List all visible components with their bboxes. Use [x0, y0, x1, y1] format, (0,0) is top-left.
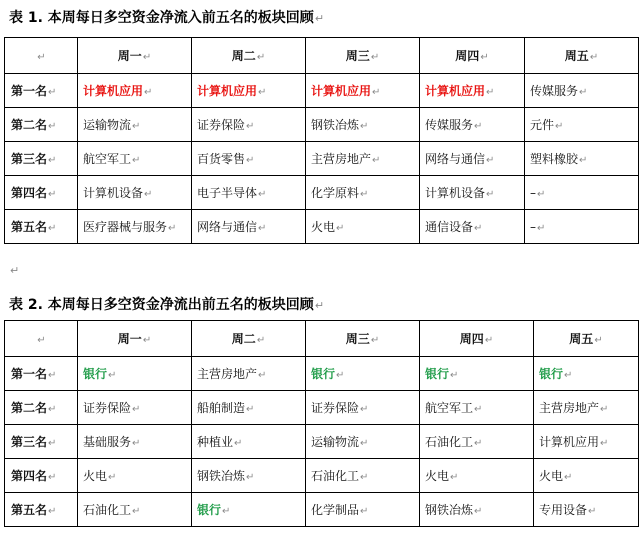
sector-cell: 塑料橡胶↵	[525, 142, 639, 176]
table2-outflow	[4, 320, 639, 527]
rank-label: 第五名↵	[5, 493, 78, 527]
sector-cell: 化学制品↵	[306, 493, 420, 527]
table1-corner-cell: ↵	[5, 38, 78, 74]
rank-label: 第三名↵	[5, 425, 78, 459]
sector-cell: 主营房地产↵	[192, 357, 306, 391]
table2-caption: 表 2. 本周每日多空资金净流出前五名的板块回顾↵	[9, 297, 325, 313]
table1-day-header: 周三↵	[306, 38, 420, 74]
sector-cell: 网络与通信↵	[192, 210, 306, 244]
table-row	[5, 108, 639, 142]
table1-inflow	[4, 37, 639, 244]
table2-day-header: 周二↵	[192, 321, 306, 357]
paragraph-mark: ↵	[314, 299, 325, 312]
table2-corner-cell: ↵	[5, 321, 78, 357]
sector-cell: 运输物流↵	[78, 108, 192, 142]
paragraph-mark: ↵	[10, 264, 20, 277]
sector-cell: 银行↵	[534, 357, 639, 391]
sector-cell: 基础服务↵	[78, 425, 192, 459]
sector-cell: 通信设备↵	[420, 210, 525, 244]
sector-cell: 钢铁冶炼↵	[192, 459, 306, 493]
sector-cell: 种植业↵	[192, 425, 306, 459]
rank-label: 第四名↵	[5, 176, 78, 210]
sector-cell: 证券保险↵	[192, 108, 306, 142]
table-row	[5, 391, 639, 425]
sector-cell: 船舶制造↵	[192, 391, 306, 425]
table-row	[5, 493, 639, 527]
table1-day-header: 周一↵	[78, 38, 192, 74]
rank-label: 第四名↵	[5, 459, 78, 493]
sector-cell: 火电↵	[534, 459, 639, 493]
sector-cell: 计算机应用↵	[306, 74, 420, 108]
sector-cell: –↵	[525, 210, 639, 244]
table1-day-header: 周二↵	[192, 38, 306, 74]
sector-cell: 传媒服务↵	[420, 108, 525, 142]
table-row	[5, 142, 639, 176]
sector-cell: 火电↵	[306, 210, 420, 244]
table-row	[5, 74, 639, 108]
rank-label: 第二名↵	[5, 391, 78, 425]
sector-cell: 钢铁冶炼↵	[306, 108, 420, 142]
table-row	[5, 357, 639, 391]
sector-cell: 航空军工↵	[78, 142, 192, 176]
sector-cell: 石油化工↵	[420, 425, 534, 459]
sector-cell: 主营房地产↵	[306, 142, 420, 176]
rank-label: 第一名↵	[5, 357, 78, 391]
sector-cell: 主营房地产↵	[534, 391, 639, 425]
table1-day-header: 周五↵	[525, 38, 639, 74]
sector-cell: 银行↵	[306, 357, 420, 391]
sector-cell: 运输物流↵	[306, 425, 420, 459]
sector-cell: 计算机应用↵	[534, 425, 639, 459]
sector-cell: 医疗器械与服务↵	[78, 210, 192, 244]
sector-cell: 证券保险↵	[306, 391, 420, 425]
table2-day-header: 周五↵	[534, 321, 639, 357]
table1-day-header: 周四↵	[420, 38, 525, 74]
rank-label: 第一名↵	[5, 74, 78, 108]
sector-cell: 石油化工↵	[78, 493, 192, 527]
table-row	[5, 210, 639, 244]
sector-cell: 百货零售↵	[192, 142, 306, 176]
sector-cell: 计算机应用↵	[420, 74, 525, 108]
sector-cell: 石油化工↵	[306, 459, 420, 493]
sector-cell: –↵	[525, 176, 639, 210]
paragraph-mark: ↵	[314, 12, 325, 25]
sector-cell: 火电↵	[420, 459, 534, 493]
table2-day-header: 周一↵	[78, 321, 192, 357]
sector-cell: 计算机应用↵	[192, 74, 306, 108]
sector-cell: 专用设备↵	[534, 493, 639, 527]
sector-cell: 钢铁冶炼↵	[420, 493, 534, 527]
table1-header-row	[5, 38, 639, 74]
rank-label: 第二名↵	[5, 108, 78, 142]
sector-cell: 网络与通信↵	[420, 142, 525, 176]
sector-cell: 化学原料↵	[306, 176, 420, 210]
table-row	[5, 176, 639, 210]
sector-cell: 航空军工↵	[420, 391, 534, 425]
sector-cell: 银行↵	[420, 357, 534, 391]
sector-cell: 火电↵	[78, 459, 192, 493]
sector-cell: 证券保险↵	[78, 391, 192, 425]
sector-cell: 计算机设备↵	[78, 176, 192, 210]
table2-day-header: 周四↵	[420, 321, 534, 357]
sector-cell: 计算机应用↵	[78, 74, 192, 108]
sector-cell: 传媒服务↵	[525, 74, 639, 108]
table2-day-header: 周三↵	[306, 321, 420, 357]
sector-cell: 银行↵	[78, 357, 192, 391]
sector-cell: 计算机设备↵	[420, 176, 525, 210]
table-row	[5, 459, 639, 493]
table-row	[5, 425, 639, 459]
sector-cell: 元件↵	[525, 108, 639, 142]
rank-label: 第三名↵	[5, 142, 78, 176]
sector-cell: 电子半导体↵	[192, 176, 306, 210]
table2-header-row	[5, 321, 639, 357]
rank-label: 第五名↵	[5, 210, 78, 244]
table1-caption: 表 1. 本周每日多空资金净流入前五名的板块回顾↵	[9, 10, 325, 26]
sector-cell: 银行↵	[192, 493, 306, 527]
